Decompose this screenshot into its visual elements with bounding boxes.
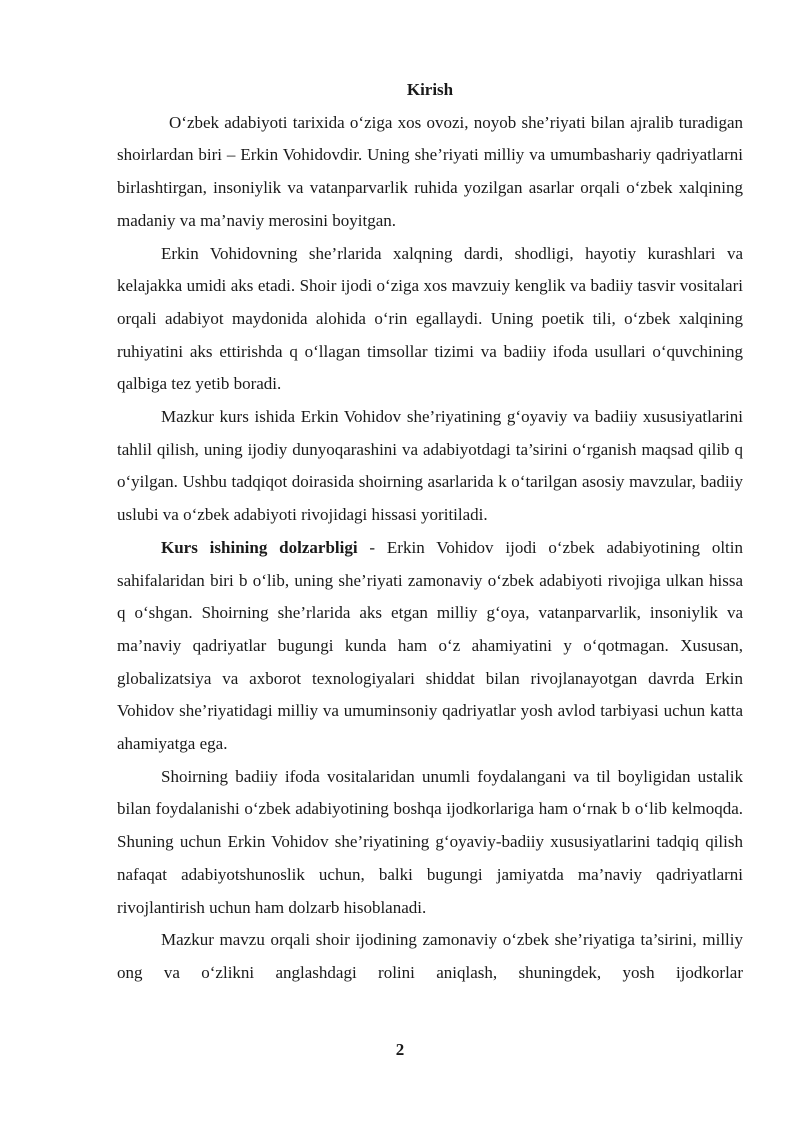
relevance-text: - Erkin Vohidov ijodi o‘zbek adabiyotining oltin sahifalaridan biri b o‘lib, uning she’riyati zamonaviy o‘zbek adabiyoti rivojiga ulkan hissa q o‘shgan. Shoirning she’rlarida aks etgan milliy g‘oya, vatanparvarlik, insoniylik va ma’naviy qadriyatlar bugungi kunda ham o‘z ahamiyatini y o‘qotmagan. Xususan, globalizatsiya va axborot texnologiyalari shiddat bilan rivojlanayotgan davrda Erkin Vohidov she’riyatidagi milliy va umuminsoniy qadriyatlar yosh avlod tarbiyasi uchun katta ahamiyatga ega. <box>117 537 743 754</box>
paragraph-6: Mazkur mavzu orqali shoir ijodining zamonaviy o‘zbek she’riyatiga ta’sirini, milliy ong va o‘zlikni anglashdagi rolini aniqlash, shuningdek, yosh ijodkorlar <box>117 930 743 982</box>
paragraph-1: O‘zbek adabiyoti tarixida o‘ziga xos ovozi, noyob she’riyati bilan ajralib turadigan shoirlardan biri – Erkin Vohidovdir. Uning she’riyati milliy va umumbashariy qadriyatlarni birlashtirgan, insoniylik va vatanparvarlik ruhida yozilgan asarlar orqali o‘zbek xalqining madaniy va ma’naviy merosini boyitgan. <box>117 112 743 230</box>
paragraph-3: Mazkur kurs ishida Erkin Vohidov she’riyatining g‘oyaviy va badiiy xususiyatlarini tahlil qilish, uning ijodiy dunyoqarashini va adabiyotdagi ta’sirini o‘rganish maqsad qilib q o‘yilgan. Ushbu tadqiqot doirasida shoirning asarlarida k o‘tarilgan asosiy mavzular, badiiy uslubi va o‘zbek adabiyoti rivojidagi hissasi yoritiladi. <box>117 407 743 525</box>
paragraph-2: Erkin Vohidovning she’rlarida xalqning dardi, shodligi, hayotiy kurashlari va kelajakka umidi aks etadi. Shoir ijodi o‘ziga xos mavzuiy kenglik va badiiy tasvir vositalari orqali adabiyot maydonida alohida o‘rin egallaydi. Uning poetik tili, o‘zbek xalqining ruhiyatini aks ettirishda q o‘llagan timsollar tizimi va badiiy ifoda usullari o‘quvchining qalbiga tez yetib boradi. <box>117 243 743 394</box>
page-number: 2 <box>395 1040 405 1059</box>
paragraph-5: Shoirning badiiy ifoda vositalaridan unumli foydalangani va til boyligidan ustalik bilan foydalanishi o‘zbek adabiyotining boshqa ijodkorlariga ham o‘rnak b o‘lib kelmoqda. Shuning uchun Erkin Vohidov she’riyatining g‘oyaviy-badiiy xususiyatlarini tadqiq qilish nafaqat adabiyotshunoslik uchun, balki bugungi jamiyatda ma’naviy qadriyatlarni rivojlantirish uchun ham dolzarb hisoblanadi. <box>117 766 743 917</box>
relevance-heading: Kurs ishining dolzarbligi <box>161 537 358 557</box>
document-page <box>117 74 743 990</box>
paragraph-relevance <box>117 532 743 761</box>
section-title: Kirish <box>406 80 454 99</box>
